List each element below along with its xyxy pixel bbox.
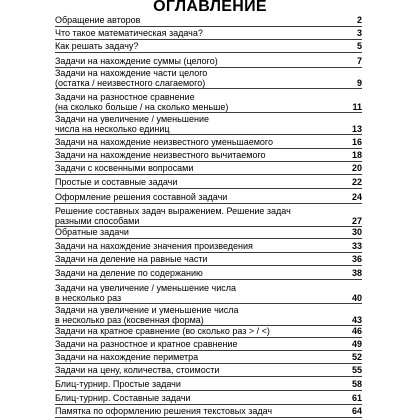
toc-entry [55,207,362,227]
toc-entry-text: Блиц-турнир. Простые задачи [55,379,181,389]
toc-entry [55,284,362,304]
toc-entry-text: Что такое математическая задача? [55,28,203,38]
toc-entry-page: 22 [351,177,362,187]
toc-entry-text: Задачи с косвенными вопросами [55,163,194,173]
toc-entry-text: Задачи на нахождение неизвестного уменьшаемого [55,137,274,147]
toc-entry-text: Задачи на увеличение / уменьшение числа в несколько раз [55,283,237,303]
toc-entry-text: Задачи на цену, количества, стоимости [55,365,220,375]
toc-entry [55,366,362,377]
toc-entry-page: 55 [351,365,362,375]
toc-entry-text: Простые и составные задачи [55,177,178,187]
toc-entry-text: Задачи на нахождение неизвестного вычитаемого [55,150,266,160]
toc-entry-text: Памятка по оформлению решения текстовых задач [55,406,273,416]
toc-entry-text: Как решать задачу? [55,41,139,51]
toc-entry-page: 27 [351,215,362,226]
toc-entry-page: 49 [351,339,362,349]
toc-entry-page: 64 [351,406,362,416]
page-title: ОГЛАВЛЕНИЕ [153,0,267,15]
toc-entry-text: Обращение авторов [55,15,141,25]
toc-entry-page: 46 [351,326,362,336]
toc-entry [55,327,362,338]
toc-entry-text: Задачи на увеличение / уменьшение числа на несколько единиц [55,114,210,134]
toc-entry [55,269,362,280]
toc-entry-page: 7 [356,56,362,66]
toc-entry-text: Задачи на деление по содержанию [55,268,203,278]
toc-entry-page: 3 [356,28,362,38]
toc-entry-text: Задачи на разностное и кратное сравнение [55,339,238,349]
toc-entry-page: 24 [351,192,362,202]
toc-entry-text: Решение составных задач выражением. Решение задач разными способами [55,206,291,226]
toc-entry [55,57,362,68]
toc-entry-page: 58 [351,379,362,389]
toc-entry [55,353,362,364]
toc-entry-text: Задачи на разностное сравнение (на сколько больше / на сколько меньше) [55,92,229,112]
toc-entry [55,380,362,391]
toc-entry-text: Задачи на нахождение значения произведения [55,241,253,251]
toc-entry [55,42,362,53]
toc-entry [55,193,362,204]
toc-entry-text: Задачи на нахождение части целого (остатка / неизвестного слагаемого) [55,68,208,88]
toc-entry [55,242,362,253]
toc-entry [55,115,362,135]
toc-entry-page: 33 [351,241,362,251]
toc-entry-page: 52 [351,352,362,362]
toc-entry-page: 11 [352,101,362,112]
toc-entry-page: 9 [356,77,362,88]
toc-entry [55,407,362,418]
toc-entry-text: Оформление решения составной задачи [55,192,228,202]
toc-entry-text: Блиц-турнир. Составные задачи [55,393,191,403]
toc-entry-page: 36 [351,254,362,264]
toc-entry [55,340,362,351]
toc-entry [55,228,362,239]
toc-entry [55,69,362,89]
toc-entry [55,16,362,27]
toc-entry-text: Задачи на кратное сравнение (во сколько раз > / <) [55,326,270,336]
toc-entry-page: 16 [351,137,362,147]
toc-entry [55,255,362,266]
toc-entry-page: 61 [351,393,362,403]
toc-entry-text: Задачи на нахождение периметра [55,352,199,362]
toc-entry-text: Обратные задачи [55,227,129,237]
toc-entry-page: 20 [351,163,362,173]
toc-entry-text: Задачи на увеличение и уменьшение числа в несколько раз (косвенная форма) [55,305,239,325]
toc-entry-page: 2 [356,15,362,25]
toc-entry [55,93,362,113]
toc-entry [55,306,362,326]
toc-entry-page: 13 [351,123,362,134]
toc-entry-page: 18 [351,150,362,160]
toc-entry [55,138,362,149]
toc-entry [55,164,362,175]
toc-entry-page: 5 [356,41,362,51]
toc-entry-text: Задачи на нахождение суммы (целого) [55,56,218,66]
toc-entry [55,151,362,162]
toc-entry-page: 38 [351,268,362,278]
toc-entry-page: 30 [351,227,362,237]
toc-entry [55,29,362,40]
toc-entry-page: 40 [351,292,362,303]
toc-entry [55,394,362,405]
toc-entry-page: 43 [351,314,362,325]
toc-entry-text: Задачи на деление на равные части [55,254,208,264]
toc-entry [55,178,362,189]
